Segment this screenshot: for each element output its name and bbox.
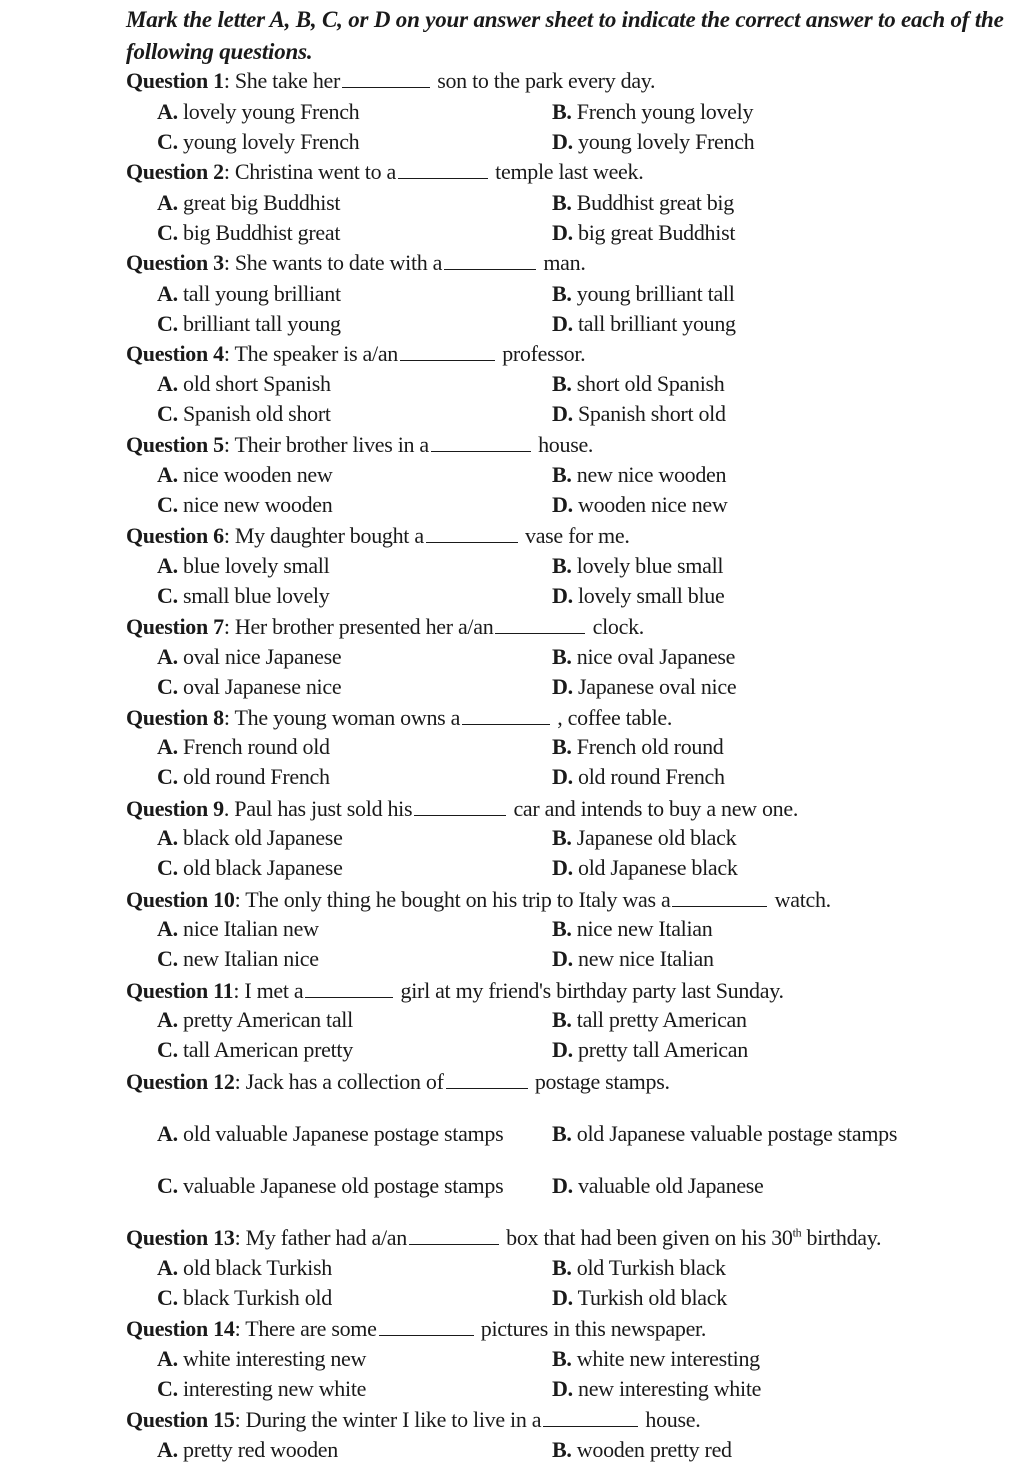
question-5-option-a[interactable] <box>157 460 332 490</box>
option-letter: C. <box>157 855 178 880</box>
option-letter: A. <box>157 1121 178 1146</box>
option-text: old valuable Japanese postage stamps <box>177 1121 504 1146</box>
option-letter: D. <box>552 401 573 426</box>
question-2-label: Question 2 <box>126 159 224 184</box>
option-letter: C. <box>157 1173 178 1198</box>
option-letter: D. <box>552 492 573 517</box>
option-letter: D. <box>552 764 573 789</box>
question-6-option-c[interactable] <box>157 581 329 611</box>
option-text: oval Japanese nice <box>177 674 342 699</box>
option-letter: D. <box>552 1376 573 1401</box>
question-14-option-a[interactable] <box>157 1344 366 1374</box>
option-text: pretty American tall <box>177 1007 353 1032</box>
option-letter: C. <box>157 1037 178 1062</box>
question-7-option-a[interactable] <box>157 642 341 672</box>
question-2-blank[interactable] <box>398 158 488 179</box>
option-text: big great Buddhist <box>572 220 736 245</box>
option-text: Japanese old black <box>571 825 737 850</box>
question-7-stem-after: clock. <box>587 614 644 639</box>
option-letter: A. <box>157 462 178 487</box>
question-13 <box>126 1223 881 1253</box>
question-8 <box>126 703 672 733</box>
option-letter: C. <box>157 311 178 336</box>
question-7-blank[interactable] <box>495 613 585 634</box>
question-13-superscript: th <box>792 1225 802 1240</box>
question-6-option-a[interactable] <box>157 551 329 581</box>
option-letter: B. <box>552 916 572 941</box>
option-letter: A. <box>157 644 178 669</box>
option-letter: B. <box>552 1121 572 1146</box>
question-13-label: Question 13 <box>126 1225 235 1250</box>
option-text: new nice Italian <box>572 946 714 971</box>
question-6-stem-after: vase for me. <box>519 523 630 548</box>
question-2-option-a[interactable] <box>157 188 340 218</box>
option-letter: B. <box>552 553 572 578</box>
question-14-stem-after: pictures in this newspaper. <box>475 1316 707 1341</box>
question-8-label: Question 8 <box>126 705 224 730</box>
question-15-label: Question 15 <box>126 1407 235 1432</box>
question-10-label: Question 10 <box>126 887 235 912</box>
option-letter: B. <box>552 825 572 850</box>
option-text: nice oval Japanese <box>571 644 736 669</box>
question-5-separator: : <box>223 432 235 457</box>
question-3-option-b[interactable] <box>552 279 735 309</box>
question-9-option-b[interactable] <box>552 823 736 853</box>
question-3-option-c[interactable] <box>157 309 341 339</box>
question-4-stem-after: professor. <box>497 341 586 366</box>
question-1-option-c[interactable] <box>157 127 359 157</box>
question-12-separator: : <box>234 1069 246 1094</box>
option-text: valuable old Japanese <box>572 1173 764 1198</box>
option-text: short old Spanish <box>571 371 725 396</box>
question-1-option-a[interactable] <box>157 97 359 127</box>
option-letter: B. <box>552 462 572 487</box>
option-text: interesting new white <box>177 1376 367 1401</box>
question-13-stem-before: My father had a/an <box>245 1225 407 1250</box>
option-letter: D. <box>552 583 573 608</box>
question-9-label: Question 9 <box>126 796 224 821</box>
option-letter: D. <box>552 1037 573 1062</box>
option-text: pretty tall American <box>572 1037 748 1062</box>
option-letter: A. <box>157 916 178 941</box>
option-text: great big Buddhist <box>177 190 341 215</box>
question-12 <box>126 1067 670 1097</box>
question-1 <box>126 66 655 96</box>
option-text: black Turkish old <box>177 1285 332 1310</box>
question-11-stem-after: girl at my friend's birthday party last Sunday. <box>395 978 784 1003</box>
option-text: lovely small blue <box>572 583 725 608</box>
question-7-option-c[interactable] <box>157 672 341 702</box>
question-10-stem-before: The only thing he bought on his trip to Italy was a <box>245 887 671 912</box>
option-letter: D. <box>552 674 573 699</box>
question-1-label: Question 1 <box>126 68 224 93</box>
option-letter: B. <box>552 644 572 669</box>
option-text: blue lovely small <box>177 553 330 578</box>
question-4-option-b[interactable] <box>552 369 724 399</box>
question-11-option-a[interactable] <box>157 1005 353 1035</box>
option-text: tall young brilliant <box>177 281 341 306</box>
option-letter: B. <box>552 1255 572 1280</box>
question-8-stem-after: , coffee table. <box>552 705 673 730</box>
option-text: black old Japanese <box>177 825 343 850</box>
question-10 <box>126 885 831 915</box>
question-14-option-d[interactable] <box>552 1374 761 1404</box>
option-text: young brilliant tall <box>571 281 735 306</box>
option-letter: A. <box>157 281 178 306</box>
question-3-label: Question 3 <box>126 250 224 275</box>
question-12-label: Question 12 <box>126 1069 235 1094</box>
question-15-stem-after: house. <box>640 1407 701 1432</box>
option-text: pretty red wooden <box>177 1437 338 1462</box>
question-3-option-a[interactable] <box>157 279 341 309</box>
question-12-stem-after: postage stamps. <box>529 1069 670 1094</box>
question-1-stem-after: son to the park every day. <box>432 68 656 93</box>
question-12-option-d[interactable] <box>552 1171 764 1201</box>
option-letter: C. <box>157 492 178 517</box>
question-10-stem-after: watch. <box>769 887 831 912</box>
question-6-option-d[interactable] <box>552 581 724 611</box>
question-11 <box>126 976 784 1006</box>
question-7-option-d[interactable] <box>552 672 736 702</box>
question-10-option-b[interactable] <box>552 914 712 944</box>
question-11-option-b[interactable] <box>552 1005 747 1035</box>
question-3-blank[interactable] <box>444 249 536 270</box>
question-9 <box>126 794 798 824</box>
option-text: lovely blue small <box>571 553 724 578</box>
question-13-stem-after: box that had been given on his 30 <box>500 1225 793 1250</box>
option-letter: C. <box>157 401 178 426</box>
option-letter: B. <box>552 1437 572 1462</box>
option-text: nice Italian new <box>177 916 319 941</box>
question-7-label: Question 7 <box>126 614 224 639</box>
option-text: wooden pretty red <box>571 1437 732 1462</box>
question-4-label: Question 4 <box>126 341 224 366</box>
question-13-stem-after-2: birthday. <box>801 1225 882 1250</box>
question-4-blank[interactable] <box>400 340 495 361</box>
question-9-stem-after: car and intends to buy a new one. <box>508 796 799 821</box>
question-9-option-c[interactable] <box>157 853 343 883</box>
option-letter: A. <box>157 553 178 578</box>
option-letter: D. <box>552 855 573 880</box>
option-text: old Japanese black <box>572 855 738 880</box>
question-1-blank[interactable] <box>342 67 430 88</box>
question-8-blank[interactable] <box>462 704 550 725</box>
question-2-stem-before: Christina went to a <box>234 159 396 184</box>
question-12-option-a[interactable] <box>157 1119 503 1149</box>
question-11-option-c[interactable] <box>157 1035 353 1065</box>
option-letter: A. <box>157 99 178 124</box>
option-text: Japanese oval nice <box>572 674 737 699</box>
question-13-option-d[interactable] <box>552 1283 727 1313</box>
question-9-option-a[interactable] <box>157 823 343 853</box>
question-10-option-c[interactable] <box>157 944 319 974</box>
instructions-line-2: following questions. <box>126 39 313 64</box>
option-letter: C. <box>157 1376 178 1401</box>
option-letter: D. <box>552 946 573 971</box>
question-1-option-b[interactable] <box>552 97 753 127</box>
question-10-option-d[interactable] <box>552 944 714 974</box>
option-letter: B. <box>552 1007 572 1032</box>
instructions <box>126 4 1006 68</box>
question-9-separator: . <box>223 796 235 821</box>
option-text: old round French <box>572 764 725 789</box>
question-15-blank[interactable] <box>543 1406 638 1427</box>
option-text: old black Turkish <box>177 1255 332 1280</box>
question-6-option-b[interactable] <box>552 551 723 581</box>
question-2-option-d[interactable] <box>552 218 735 248</box>
question-6-blank[interactable] <box>426 522 518 543</box>
question-5-stem-after: house. <box>532 432 594 457</box>
option-text: lovely young French <box>177 99 360 124</box>
question-13-blank[interactable] <box>409 1224 499 1245</box>
option-letter: C. <box>157 1285 178 1310</box>
question-13-option-b[interactable] <box>552 1253 726 1283</box>
question-1-separator: : <box>223 68 235 93</box>
question-8-separator: : <box>223 705 235 730</box>
question-5-option-c[interactable] <box>157 490 332 520</box>
option-letter: D. <box>552 129 573 154</box>
option-text: white new interesting <box>571 1346 760 1371</box>
question-9-blank[interactable] <box>414 795 506 816</box>
option-letter: D. <box>552 1285 573 1310</box>
option-letter: A. <box>157 1255 178 1280</box>
option-text: tall American pretty <box>177 1037 353 1062</box>
option-letter: A. <box>157 1437 178 1462</box>
question-14-stem-before: There are some <box>245 1316 377 1341</box>
question-3-option-d[interactable] <box>552 309 736 339</box>
option-letter: B. <box>552 1346 572 1371</box>
question-13-option-c[interactable] <box>157 1283 332 1313</box>
option-text: nice new Italian <box>571 916 713 941</box>
option-text: old black Japanese <box>177 855 343 880</box>
question-6-stem-before: My daughter bought a <box>234 523 424 548</box>
question-4-stem-before: The speaker is a/an <box>234 341 398 366</box>
option-letter: B. <box>552 190 572 215</box>
question-4-separator: : <box>223 341 235 366</box>
option-text: nice new wooden <box>177 492 333 517</box>
option-text: old Japanese valuable postage stamps <box>571 1121 898 1146</box>
question-8-option-c[interactable] <box>157 762 330 792</box>
question-4-option-d[interactable] <box>552 399 726 429</box>
question-4 <box>126 339 585 369</box>
question-13-option-a[interactable] <box>157 1253 332 1283</box>
option-text: old short Spanish <box>177 371 331 396</box>
question-14-label: Question 14 <box>126 1316 235 1341</box>
question-4-option-a[interactable] <box>157 369 331 399</box>
option-text: new Italian nice <box>177 946 319 971</box>
question-3-separator: : <box>223 250 235 275</box>
question-8-option-a[interactable] <box>157 732 330 762</box>
question-8-stem-before: The young woman owns a <box>234 705 461 730</box>
question-2-option-c[interactable] <box>157 218 340 248</box>
option-text: Buddhist great big <box>571 190 734 215</box>
question-8-option-d[interactable] <box>552 762 725 792</box>
option-text: young lovely French <box>572 129 755 154</box>
question-5-option-b[interactable] <box>552 460 726 490</box>
question-5-label: Question 5 <box>126 432 224 457</box>
option-letter: A. <box>157 1346 178 1371</box>
question-11-blank[interactable] <box>305 977 393 998</box>
question-5-blank[interactable] <box>431 431 531 452</box>
option-letter: C. <box>157 220 178 245</box>
question-14 <box>126 1314 706 1344</box>
option-letter: A. <box>157 1007 178 1032</box>
option-letter: D. <box>552 1173 573 1198</box>
option-letter: C. <box>157 583 178 608</box>
question-14-option-c[interactable] <box>157 1374 366 1404</box>
question-5-option-d[interactable] <box>552 490 727 520</box>
option-text: big Buddhist great <box>177 220 341 245</box>
option-text: oval nice Japanese <box>177 644 342 669</box>
option-text: valuable Japanese old postage stamps <box>177 1173 504 1198</box>
option-text: Turkish old black <box>572 1285 727 1310</box>
question-9-option-d[interactable] <box>552 853 738 883</box>
option-text: wooden nice new <box>572 492 728 517</box>
option-letter: C. <box>157 129 178 154</box>
question-12-stem-before: Jack has a collection of <box>245 1069 444 1094</box>
question-15 <box>126 1405 700 1435</box>
option-letter: A. <box>157 734 178 759</box>
option-letter: A. <box>157 371 178 396</box>
question-5 <box>126 430 593 460</box>
option-text: white interesting new <box>177 1346 367 1371</box>
question-12-option-c[interactable] <box>157 1171 503 1201</box>
question-12-option-b[interactable] <box>552 1119 897 1149</box>
question-14-blank[interactable] <box>379 1315 474 1336</box>
question-11-separator: : <box>233 978 245 1003</box>
instructions-line-1: Mark the letter A, B, C, or D on your answer sheet to indicate the correct answer to each of the <box>126 7 1004 32</box>
option-text: French old round <box>571 734 724 759</box>
option-text: tall brilliant young <box>572 311 736 336</box>
question-11-stem-before: I met a <box>244 978 304 1003</box>
option-text: Spanish short old <box>572 401 726 426</box>
option-letter: C. <box>157 946 178 971</box>
question-3-stem-after: man. <box>538 250 586 275</box>
question-4-option-c[interactable] <box>157 399 331 429</box>
question-1-stem-before: She take her <box>234 68 341 93</box>
option-letter: B. <box>552 281 572 306</box>
option-letter: B. <box>552 371 572 396</box>
question-10-blank[interactable] <box>672 886 767 907</box>
option-text: new nice wooden <box>571 462 727 487</box>
question-6-label: Question 6 <box>126 523 224 548</box>
question-10-option-a[interactable] <box>157 914 319 944</box>
option-text: Spanish old short <box>177 401 331 426</box>
option-text: French young lovely <box>571 99 754 124</box>
option-letter: A. <box>157 190 178 215</box>
question-7 <box>126 612 644 642</box>
option-text: old round French <box>177 764 330 789</box>
question-11-option-d[interactable] <box>552 1035 748 1065</box>
option-letter: D. <box>552 311 573 336</box>
question-15-separator: : <box>234 1407 246 1432</box>
option-letter: B. <box>552 734 572 759</box>
question-1-option-d[interactable] <box>552 127 754 157</box>
option-letter: A. <box>157 825 178 850</box>
question-14-separator: : <box>234 1316 246 1341</box>
question-8-option-b[interactable] <box>552 732 724 762</box>
question-3-stem-before: She wants to date with a <box>234 250 443 275</box>
option-text: brilliant tall young <box>177 311 341 336</box>
option-text: tall pretty American <box>571 1007 747 1032</box>
question-6-separator: : <box>223 523 235 548</box>
option-text: new interesting white <box>572 1376 762 1401</box>
option-letter: C. <box>157 674 178 699</box>
question-11-label: Question 11 <box>126 978 234 1003</box>
option-text: old Turkish black <box>571 1255 726 1280</box>
option-text: French round old <box>177 734 330 759</box>
question-2-stem-after: temple last week. <box>489 159 644 184</box>
question-15-stem-before: During the winter I like to live in a <box>245 1407 542 1432</box>
question-13-separator: : <box>234 1225 246 1250</box>
question-3 <box>126 248 586 278</box>
option-letter: C. <box>157 764 178 789</box>
question-9-stem-before: Paul has just sold his <box>234 796 413 821</box>
question-6 <box>126 521 630 551</box>
option-letter: B. <box>552 99 572 124</box>
question-7-option-b[interactable] <box>552 642 735 672</box>
question-12-blank[interactable] <box>446 1068 528 1089</box>
option-text: young lovely French <box>177 129 360 154</box>
question-2 <box>126 157 643 187</box>
question-2-option-b[interactable] <box>552 188 734 218</box>
option-letter: D. <box>552 220 573 245</box>
question-7-separator: : <box>223 614 235 639</box>
option-text: small blue lovely <box>177 583 330 608</box>
question-5-stem-before: Their brother lives in a <box>234 432 429 457</box>
option-text: nice wooden new <box>177 462 333 487</box>
question-2-separator: : <box>223 159 235 184</box>
question-14-option-b[interactable] <box>552 1344 760 1374</box>
question-10-separator: : <box>234 887 246 912</box>
question-7-stem-before: Her brother presented her a/an <box>234 614 494 639</box>
